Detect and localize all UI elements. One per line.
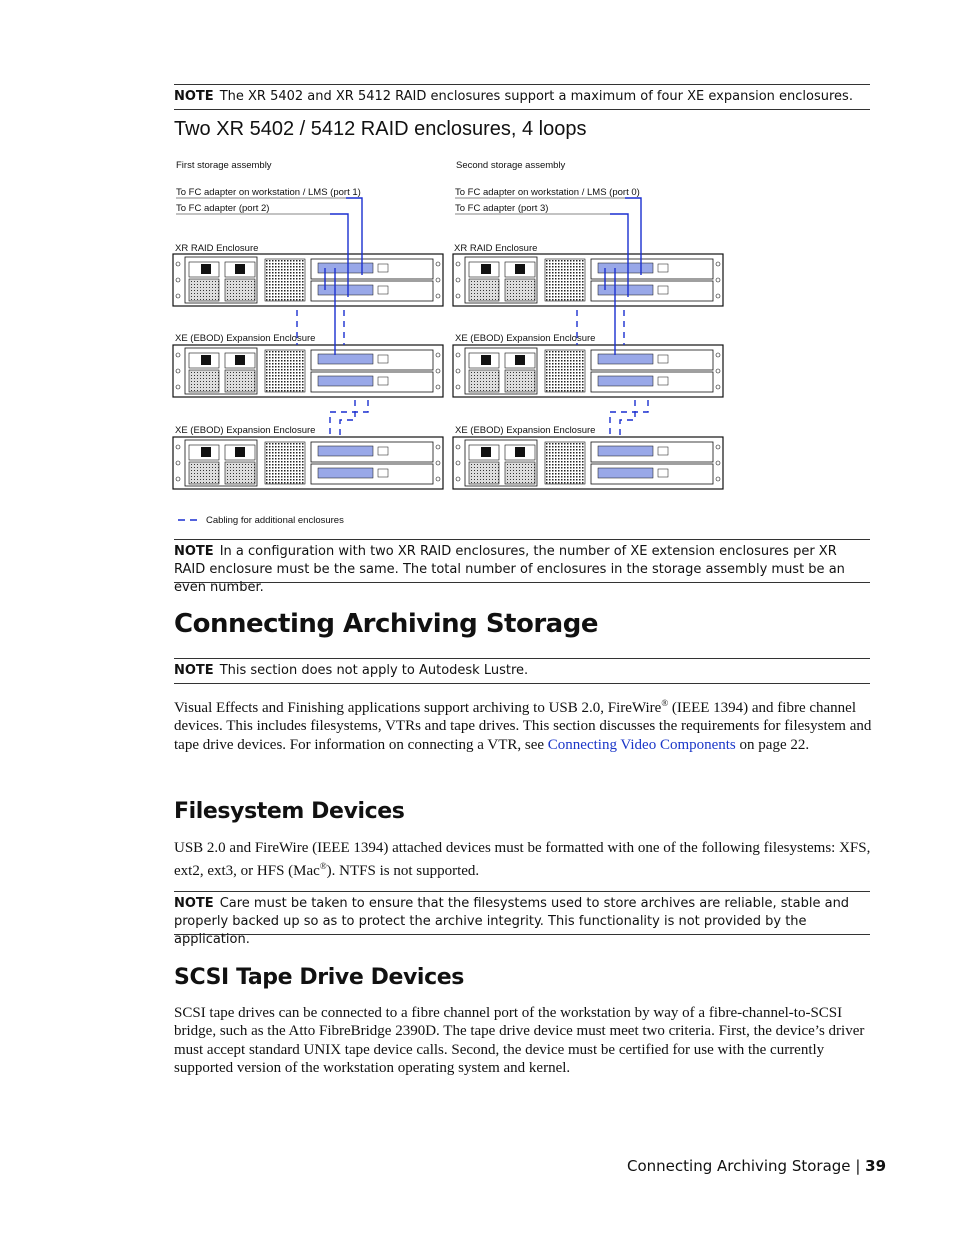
note-text: In a configuration with two XR RAID enclosures, the number of XE extension enclosures per XR RAID enclosure must be the same. The total number of enclosures in the storage assembly must be an even number. xyxy=(174,544,845,595)
right-xe1-enclosure xyxy=(453,345,723,397)
note-text: The XR 5402 and XR 5412 RAID enclosures support a maximum of four XE expansion enclosures. xyxy=(219,89,853,104)
storage-cabling-diagram xyxy=(170,150,730,535)
left-xr-label: XR RAID Enclosure xyxy=(175,243,259,254)
left-xe1-label: XE (EBOD) Expansion Enclosure xyxy=(175,333,316,344)
right-xe2-enclosure xyxy=(453,437,723,489)
footer-separator: | xyxy=(855,1157,861,1175)
left-xr-enclosure xyxy=(173,254,443,306)
left-fc-line2-label: To FC adapter (port 2) xyxy=(176,203,270,214)
note-label: NOTE xyxy=(174,544,214,559)
left-xe1-enclosure xyxy=(173,345,443,397)
scsi-paragraph: SCSI tape drives can be connected to a fibre channel port of the workstation by way of a fibre-channel-to-SCSI bridge, such as the Atto FibreBridge 2390D. The tape drive device must meet two criteria. First, the device’s driver must accept standard UNIX tape device calls. Second, the device must be certified for use with the currently supported version of the workstation operating system and kernel. xyxy=(174,1005,865,1076)
left-xe2-enclosure xyxy=(173,437,443,489)
note-box-filesystem xyxy=(174,891,870,947)
section-heading-scsi: SCSI Tape Drive Devices xyxy=(174,965,464,990)
note-box xyxy=(174,84,870,110)
note-text: Care must be taken to ensure that the filesystems used to store archives are reliable, stable and properly backed up so as to protect the archive integrity. This functionality is not provided by the application. xyxy=(174,896,850,947)
footer-section: Connecting Archiving Storage xyxy=(627,1157,851,1175)
right-fc-line1-label: To FC adapter on workstation / LMS (port 0) xyxy=(455,187,640,198)
note-label: NOTE xyxy=(174,663,214,678)
note-box-lustre xyxy=(174,658,870,684)
note-text: This section does not apply to Autodesk Lustre. xyxy=(219,663,529,678)
right-xr-label: XR RAID Enclosure xyxy=(454,243,538,254)
legend-label: Cabling for additional enclosures xyxy=(206,515,344,526)
note-label: NOTE xyxy=(174,896,214,911)
right-xe2-label: XE (EBOD) Expansion Enclosure xyxy=(455,425,596,436)
left-fc-line1-label: To FC adapter on workstation / LMS (port 1) xyxy=(176,187,361,198)
note-box-enclosures xyxy=(174,539,870,595)
page-footer xyxy=(627,1157,886,1175)
archiving-paragraph: Visual Effects and Finishing applications support archiving to USB 2.0, FireWire® (IEEE 1394) and fibre channel devices. This includes filesystems, VTRs and tape drives. This section discusses the requirements for filesystem and tape drive devices. For information on connecting a VTR, see Connecting Video Components on page 22. xyxy=(174,698,872,753)
right-fc-line2-label: To FC adapter (port 3) xyxy=(455,203,549,214)
note-label: NOTE xyxy=(174,89,214,104)
second-assembly-label: Second storage assembly xyxy=(456,160,566,171)
left-xe2-label: XE (EBOD) Expansion Enclosure xyxy=(175,425,316,436)
diagram-title: Two XR 5402 / 5412 RAID enclosures, 4 loops xyxy=(174,118,587,140)
first-assembly-label: First storage assembly xyxy=(176,160,272,171)
section-heading-archiving: Connecting Archiving Storage xyxy=(174,609,598,639)
right-xe1-label: XE (EBOD) Expansion Enclosure xyxy=(455,333,596,344)
right-xr-enclosure xyxy=(453,254,723,306)
filesystem-paragraph: USB 2.0 and FireWire (IEEE 1394) attached devices must be formatted with one of the following filesystems: XFS, ext2, ext3, or HFS (Mac®). NTFS is not supported. xyxy=(174,840,871,880)
connecting-video-components-link[interactable]: Connecting Video Components xyxy=(547,736,736,753)
section-heading-filesystem: Filesystem Devices xyxy=(174,799,405,824)
page-number: 39 xyxy=(865,1157,887,1175)
